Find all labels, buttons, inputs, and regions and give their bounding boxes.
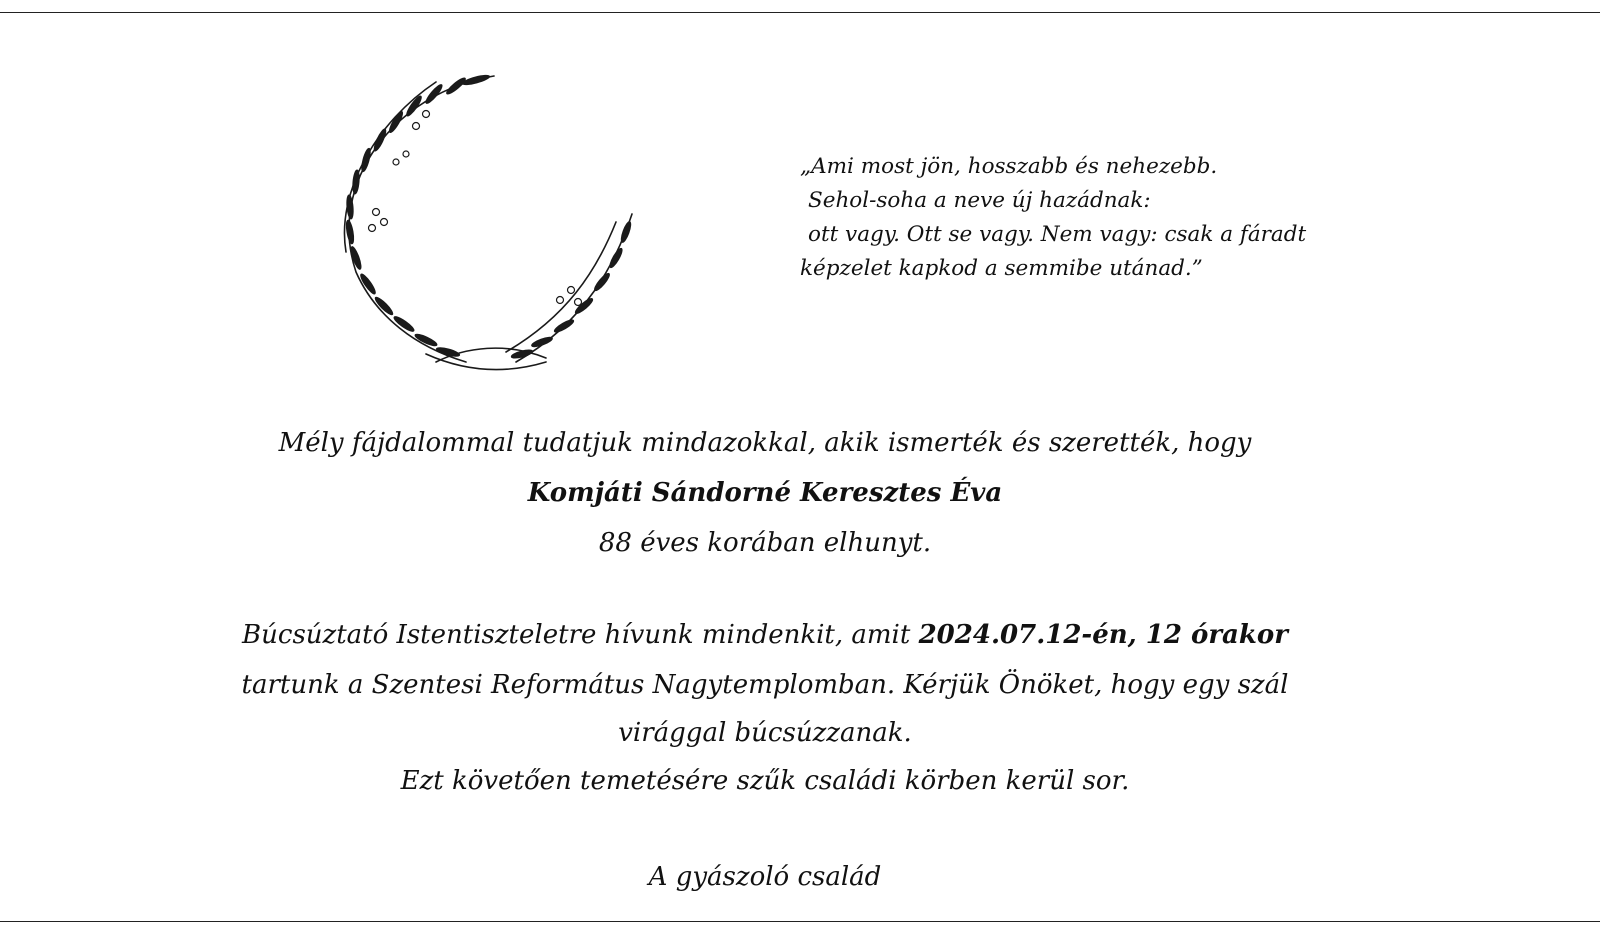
announcement-intro: Mély fájdalommal tudatjuk mindazokkal, akik ismerték és szerették, hogy	[278, 428, 1252, 458]
bottom-rule	[0, 921, 1600, 922]
age-line: 88 éves korában elhunyt.	[598, 528, 932, 558]
service-invite-text: Búcsúztató Istentiszteletre hívunk mindenkit, amit	[242, 620, 919, 650]
service-line-3: virággal búcsúzzanak.	[618, 718, 912, 748]
service-line-2: tartunk a Szentesi Református Nagytemplomban. Kérjük Önöket, hogy egy szál	[241, 670, 1289, 700]
service-date-time: 2024.07.12-én, 12 órakor	[918, 620, 1288, 650]
service-line-1	[160, 620, 1370, 650]
top-rule	[0, 12, 1600, 13]
service-line-4: Ezt követően temetésére szűk családi körben kerül sor.	[400, 766, 1130, 796]
quote-line-4: képzelet kapkod a semmibe utánad.”	[800, 256, 1203, 281]
quote-line-2: Sehol-soha a neve új hazádnak:	[808, 188, 1151, 213]
signature: A gyászoló család	[648, 862, 882, 892]
quote-line-1: „Ami most jön, hosszabb és nehezebb.	[800, 154, 1218, 179]
quote-line-3: ott vagy. Ott se vagy. Nem vagy: csak a fáradt	[808, 222, 1307, 247]
deceased-name: Komjáti Sándorné Keresztes Éva	[527, 478, 1003, 508]
laurel-wreath-icon	[316, 62, 656, 382]
poem-quote	[800, 150, 1360, 286]
